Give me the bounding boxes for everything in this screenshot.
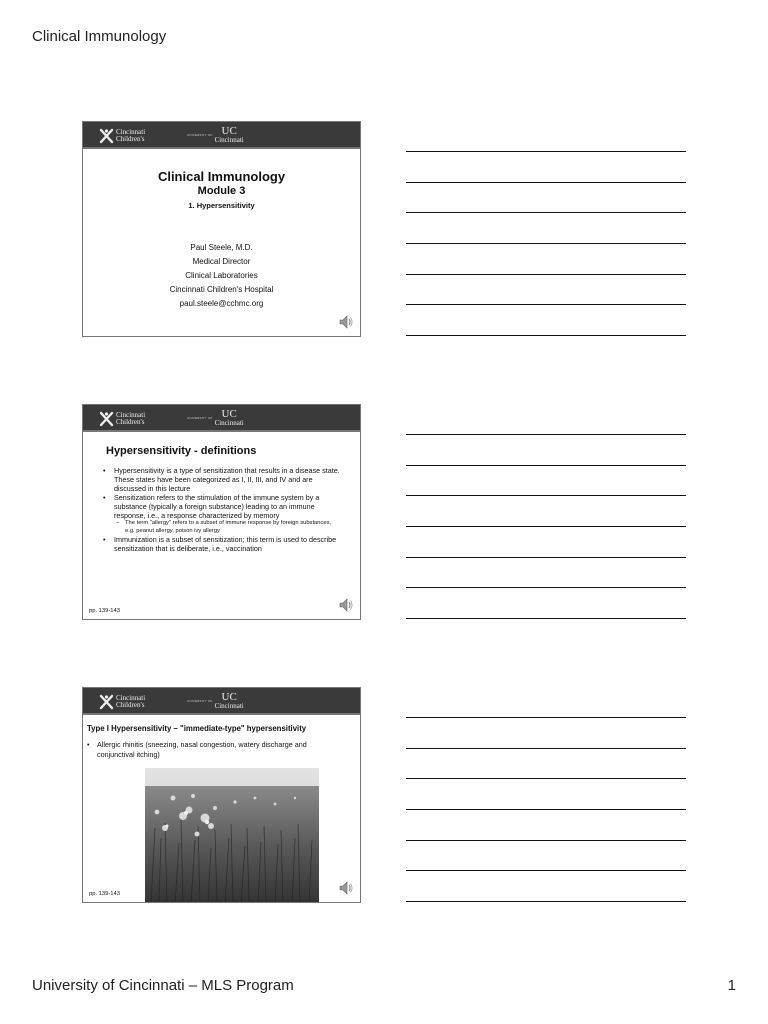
author-department: Clinical Laboratories (185, 271, 258, 280)
slide-3 (82, 687, 361, 903)
logo-uc-mark: UC (221, 691, 237, 703)
cincinnati-childrens-logo-icon (99, 693, 145, 711)
note-line (406, 778, 686, 779)
note-line (406, 809, 686, 810)
note-line (406, 212, 686, 213)
note-line (406, 587, 686, 588)
bullet-list (103, 466, 341, 553)
cincinnati-childrens-logo-icon (99, 127, 145, 145)
slide-subtitle: 1. Hypersensitivity (188, 201, 255, 210)
slide-heading: Hypersensitivity - definitions (106, 445, 257, 457)
slide-title: Clinical Immunology (157, 169, 286, 184)
slide-module: Module 3 (197, 185, 246, 197)
note-line (406, 465, 686, 466)
page-footer: University of Cincinnati – MLS Program (32, 977, 294, 994)
note-line (406, 901, 686, 902)
note-line (406, 557, 686, 558)
university-of-cincinnati-logo-icon (187, 126, 244, 144)
note-line (406, 434, 686, 435)
author-block (83, 241, 360, 311)
note-line (406, 840, 686, 841)
note-line (406, 304, 686, 305)
note-line (406, 335, 686, 336)
author-institution: Cincinnati Children's Hospital (169, 285, 274, 294)
list-item: • Immunization is a subset of sensitization; this term is used to describe sensitization that is deliberate, i.e., vaccination (103, 535, 341, 553)
slide-header-bar (83, 405, 360, 432)
slide-2 (82, 404, 361, 620)
slide-header-bar (83, 122, 360, 149)
logo-uc-mark: UC (221, 125, 237, 137)
note-line (406, 618, 686, 619)
slide-heading: Type I Hypersensitivity – "immediate-type" hypersensitivity (87, 724, 307, 733)
note-line (406, 717, 686, 718)
note-line (406, 495, 686, 496)
logo-cch-line1: Cincinnati (116, 411, 146, 419)
speaker-icon[interactable] (338, 314, 354, 330)
note-line (406, 870, 686, 871)
page-reference: pp. 139-143 (89, 891, 120, 897)
field-flowers-photo (145, 768, 319, 903)
logo-cch-line2: Children's (116, 135, 145, 143)
logo-uc-small: UNIVERSITY OF (187, 133, 213, 137)
logo-uc-word: Cincinnati (214, 419, 244, 427)
page-reference: pp. 139-143 (89, 608, 120, 614)
list-item: • Hypersensitivity is a type of sensitization that results in a disease state. These states have been categorized as I, II, III, and IV and are discussed in this lecture (103, 466, 341, 493)
page-number: 1 (727, 977, 736, 994)
note-line (406, 182, 686, 183)
university-of-cincinnati-logo-icon (187, 409, 244, 427)
page-header: Clinical Immunology (32, 28, 167, 45)
slide-1 (82, 121, 361, 337)
author-role: Medical Director (192, 257, 251, 266)
note-line (406, 748, 686, 749)
author-email: paul.steele@cchmc.org (179, 299, 264, 308)
cincinnati-childrens-logo-icon (99, 410, 145, 428)
speaker-icon[interactable] (338, 880, 354, 896)
author-name: Paul Steele, M.D. (190, 243, 253, 252)
note-line (406, 151, 686, 152)
note-line (406, 526, 686, 527)
speaker-icon[interactable] (338, 597, 354, 613)
sub-list-item: – The term "allergy" refers to a subset of immune response by foreign substances, e.g. peanut allergy, poison ivy allergy (103, 520, 341, 535)
logo-cch-line2: Children's (116, 418, 145, 426)
logo-uc-word: Cincinnati (214, 702, 244, 710)
note-line (406, 243, 686, 244)
logo-uc-small: UNIVERSITY OF (187, 416, 213, 420)
note-line (406, 274, 686, 275)
logo-uc-word: Cincinnati (214, 136, 244, 144)
logo-cch-line2: Children's (116, 701, 145, 709)
logo-uc-small: UNIVERSITY OF (187, 699, 213, 703)
university-of-cincinnati-logo-icon (187, 692, 244, 710)
list-item: • Allergic rhinitis (sneezing, nasal congestion, watery discharge and conjunctival itching) (87, 740, 337, 760)
slide-header-bar (83, 688, 360, 715)
logo-uc-mark: UC (221, 408, 237, 420)
logo-cch-line1: Cincinnati (116, 694, 146, 702)
list-item: • Sensitization refers to the stimulation of the immune system by a substance (typically a foreign substance) leading to an immune response, i.e., a response characterized by memory (103, 493, 341, 520)
logo-cch-line1: Cincinnati (116, 128, 146, 136)
